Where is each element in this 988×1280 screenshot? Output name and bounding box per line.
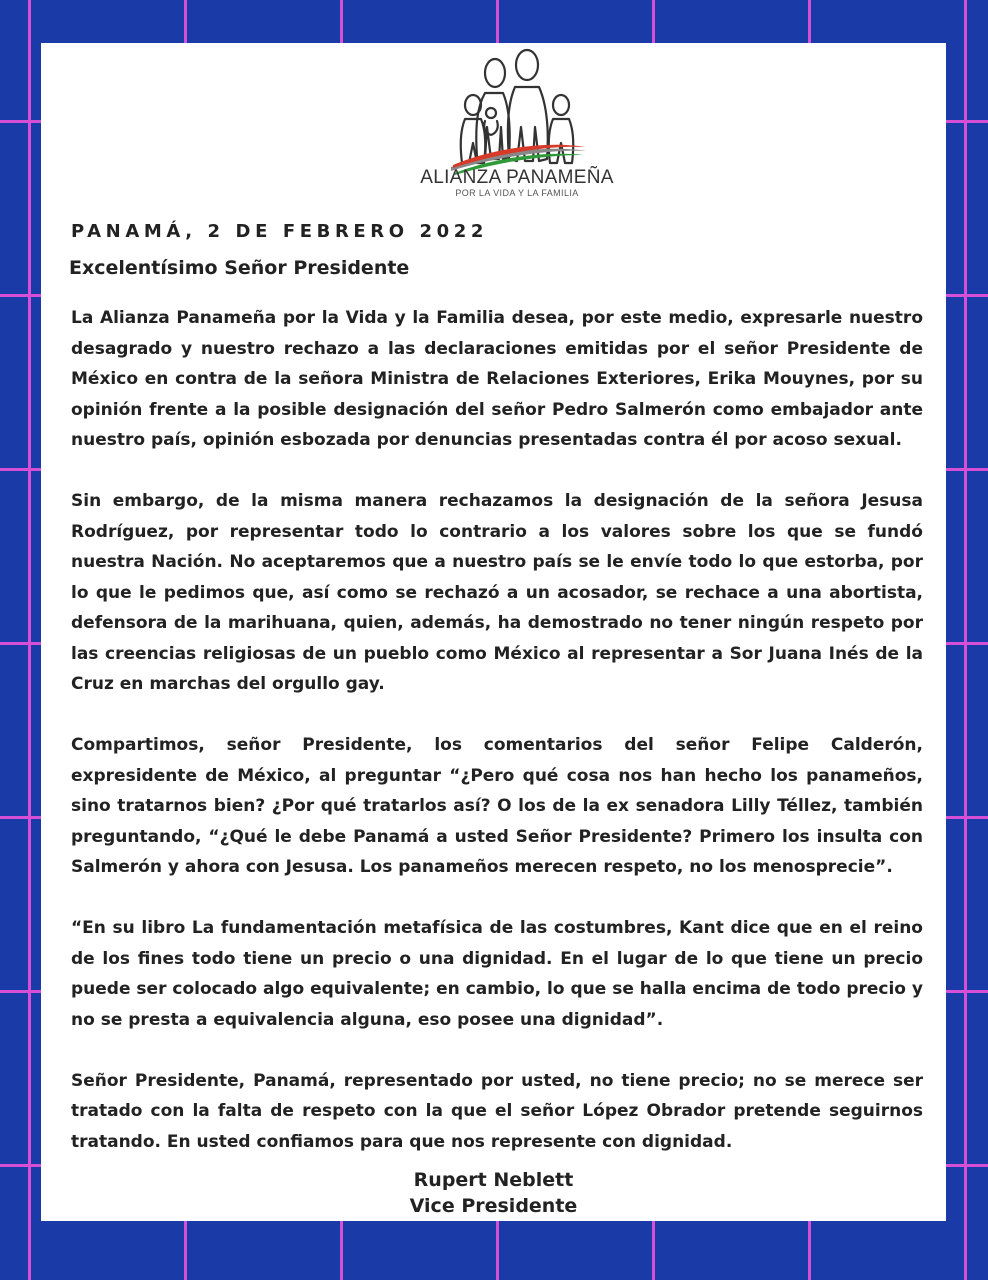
date-line: PANAMÁ, 2 DE FEBRERO 2022 bbox=[71, 221, 489, 242]
letter-body bbox=[71, 303, 923, 1188]
signature-block bbox=[41, 1167, 946, 1219]
logo-tagline: POR LA VIDA Y LA FAMILIA bbox=[455, 188, 579, 198]
letter-page bbox=[41, 43, 946, 1221]
paragraph-5: Señor Presidente, Panamá, representado por usted, no tiene precio; no se merece ser tratado con la falta de respeto con la que el señor López Obrador pretende seguirnos tratando. En usted confiamos para que nos represente con dignidad. bbox=[71, 1070, 923, 1152]
salutation: Excelentísimo Señor Presidente bbox=[69, 257, 410, 279]
paragraph-1: La Alianza Panameña por la Vida y la Familia desea, por este medio, expresarle nuestro desagrado y nuestro rechazo a las declaraciones emitidas por el señor Presidente de México en contra de la señora Ministra de Relaciones Exteriores, Erika Mouynes, por su opinión frente a la posible designación del señor Pedro Salmerón como embajador ante nuestro país, opinión esbozada por denuncias presentadas contra él por acoso sexual. bbox=[71, 308, 923, 450]
signature-title: Vice Presidente bbox=[409, 1195, 578, 1217]
alianza-logo bbox=[411, 47, 623, 203]
paragraph-3: Compartimos, señor Presidente, los comentarios del señor Felipe Calderón, expresidente de México, al preguntar “¿Pero qué cosa nos han hecho los panameños, sino tratarnos bien? ¿Por qué tratarlos así? O los de la ex senadora Lilly Téllez, también preguntando, “¿Qué le debe Panamá a usted Señor Presidente? Primero los insulta con Salmerón y ahora con Jesusa. Los panameños merecen respeto, no los menosprecie”. bbox=[71, 735, 923, 877]
logo-title: ALIANZA PANAMEÑA bbox=[420, 167, 614, 188]
paragraph-4: “En su libro La fundamentación metafísica de las costumbres, Kant dice que en el reino de los fines todo tiene un precio o una dignidad. En el lugar de lo que tiene un precio puede ser colocado algo equivalente; en cambio, lo que se halla encima de todo precio y no se presta a equivalencia alguna, eso posee una dignidad”. bbox=[71, 918, 923, 1030]
signature-name: Rupert Neblett bbox=[413, 1169, 574, 1191]
paragraph-2: Sin embargo, de la misma manera rechazamos la designación de la señora Jesusa Rodríguez, por representar todo lo contrario a los valores sobre los que se fundó nuestra Nación. No aceptaremos que a nuestro país se le envíe todo lo que estorba, por lo que le pedimos que, así como se rechazó a un acosador, se rechace a una abortista, defensora de la marihuana, quien, además, ha demostrado no tener ningún respeto por las creencias religiosas de un pueblo como México al representar a Sor Juana Inés de la Cruz en marchas del orgullo gay. bbox=[71, 491, 923, 694]
